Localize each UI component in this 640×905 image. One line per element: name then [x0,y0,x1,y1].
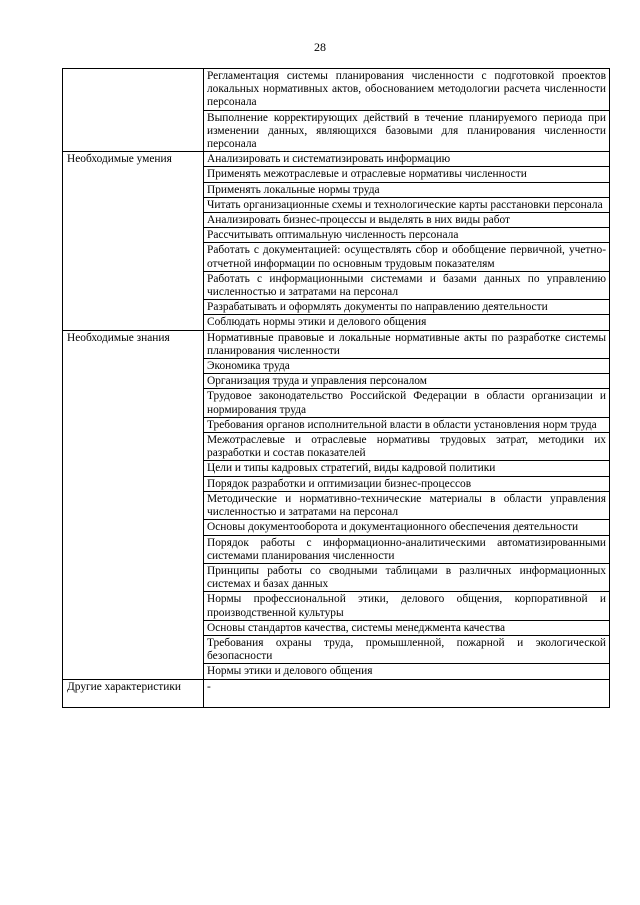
table-row [63,679,610,707]
skills-item: Анализировать бизнес-процессы и выделять в них виды работ [204,213,610,228]
knowledge-item: Методические и нормативно-технические материалы в области управления численностью и затратами на персонал [204,491,610,519]
continued-item: Выполнение корректирующих действий в течение планируемого периода при изменении данных, являющихся базовыми для планирования численности персонала [204,110,610,152]
knowledge-item: Нормы этики и делового общения [204,664,610,679]
knowledge-label: Необходимые знания [63,330,204,679]
table-row [63,152,610,167]
other-label: Другие характеристики [63,679,204,707]
table-row [63,330,610,358]
knowledge-item: Цели и типы кадровых стратегий, виды кадровой политики [204,461,610,476]
skills-item: Применять локальные нормы труда [204,182,610,197]
other-value: - [204,679,610,707]
table-row [63,69,610,111]
knowledge-item: Нормативные правовые и локальные нормативные акты по разработке системы планирования численности [204,330,610,358]
knowledge-item: Требования органов исполнительной власти в области установления норм труда [204,417,610,432]
knowledge-item: Нормы профессиональной этики, делового общения, корпоративной и производственной культуры [204,592,610,620]
knowledge-item: Трудовое законодательство Российской Федерации в области организации и нормирования труда [204,389,610,417]
knowledge-item: Принципы работы со сводными таблицами в различных информационных системах и базах данных [204,563,610,591]
skills-item: Рассчитывать оптимальную численность персонала [204,228,610,243]
knowledge-item: Основы документооборота и документационного обеспечения деятельности [204,520,610,535]
page-number: 28 [314,40,326,54]
skills-item: Соблюдать нормы этики и делового общения [204,315,610,330]
competency-table [62,68,610,708]
skills-label: Необходимые умения [63,152,204,330]
skills-item: Работать с документацией: осуществлять сбор и обобщение первичной, учетно-отчетной информации по основным трудовым показателям [204,243,610,271]
knowledge-item: Организация труда и управления персоналом [204,374,610,389]
skills-item: Применять межотраслевые и отраслевые нормативы численности [204,167,610,182]
skills-item: Разрабатывать и оформлять документы по направлению деятельности [204,300,610,315]
continued-label [63,69,204,152]
skills-item: Читать организационные схемы и технологические карты расстановки персонала [204,197,610,212]
knowledge-item: Требования охраны труда, промышленной, пожарной и экологической безопасности [204,635,610,663]
skills-item: Работать с информационными системами и базами данных по управлению численностью и затратами на персонал [204,271,610,299]
skills-item: Анализировать и систематизировать информацию [204,152,610,167]
continued-item: Регламентация системы планирования численности с подготовкой проектов локальных нормативных актов, обоснованием методологии расчета численности персонала [204,69,610,111]
knowledge-item: Основы стандартов качества, системы менеджмента качества [204,620,610,635]
knowledge-item: Межотраслевые и отраслевые нормативы трудовых затрат, методики их разработки и состав показателей [204,433,610,461]
knowledge-item: Порядок разработки и оптимизации бизнес-процессов [204,476,610,491]
knowledge-item: Экономика труда [204,359,610,374]
knowledge-item: Порядок работы с информационно-аналитическими автоматизированными системами планирования численности [204,535,610,563]
